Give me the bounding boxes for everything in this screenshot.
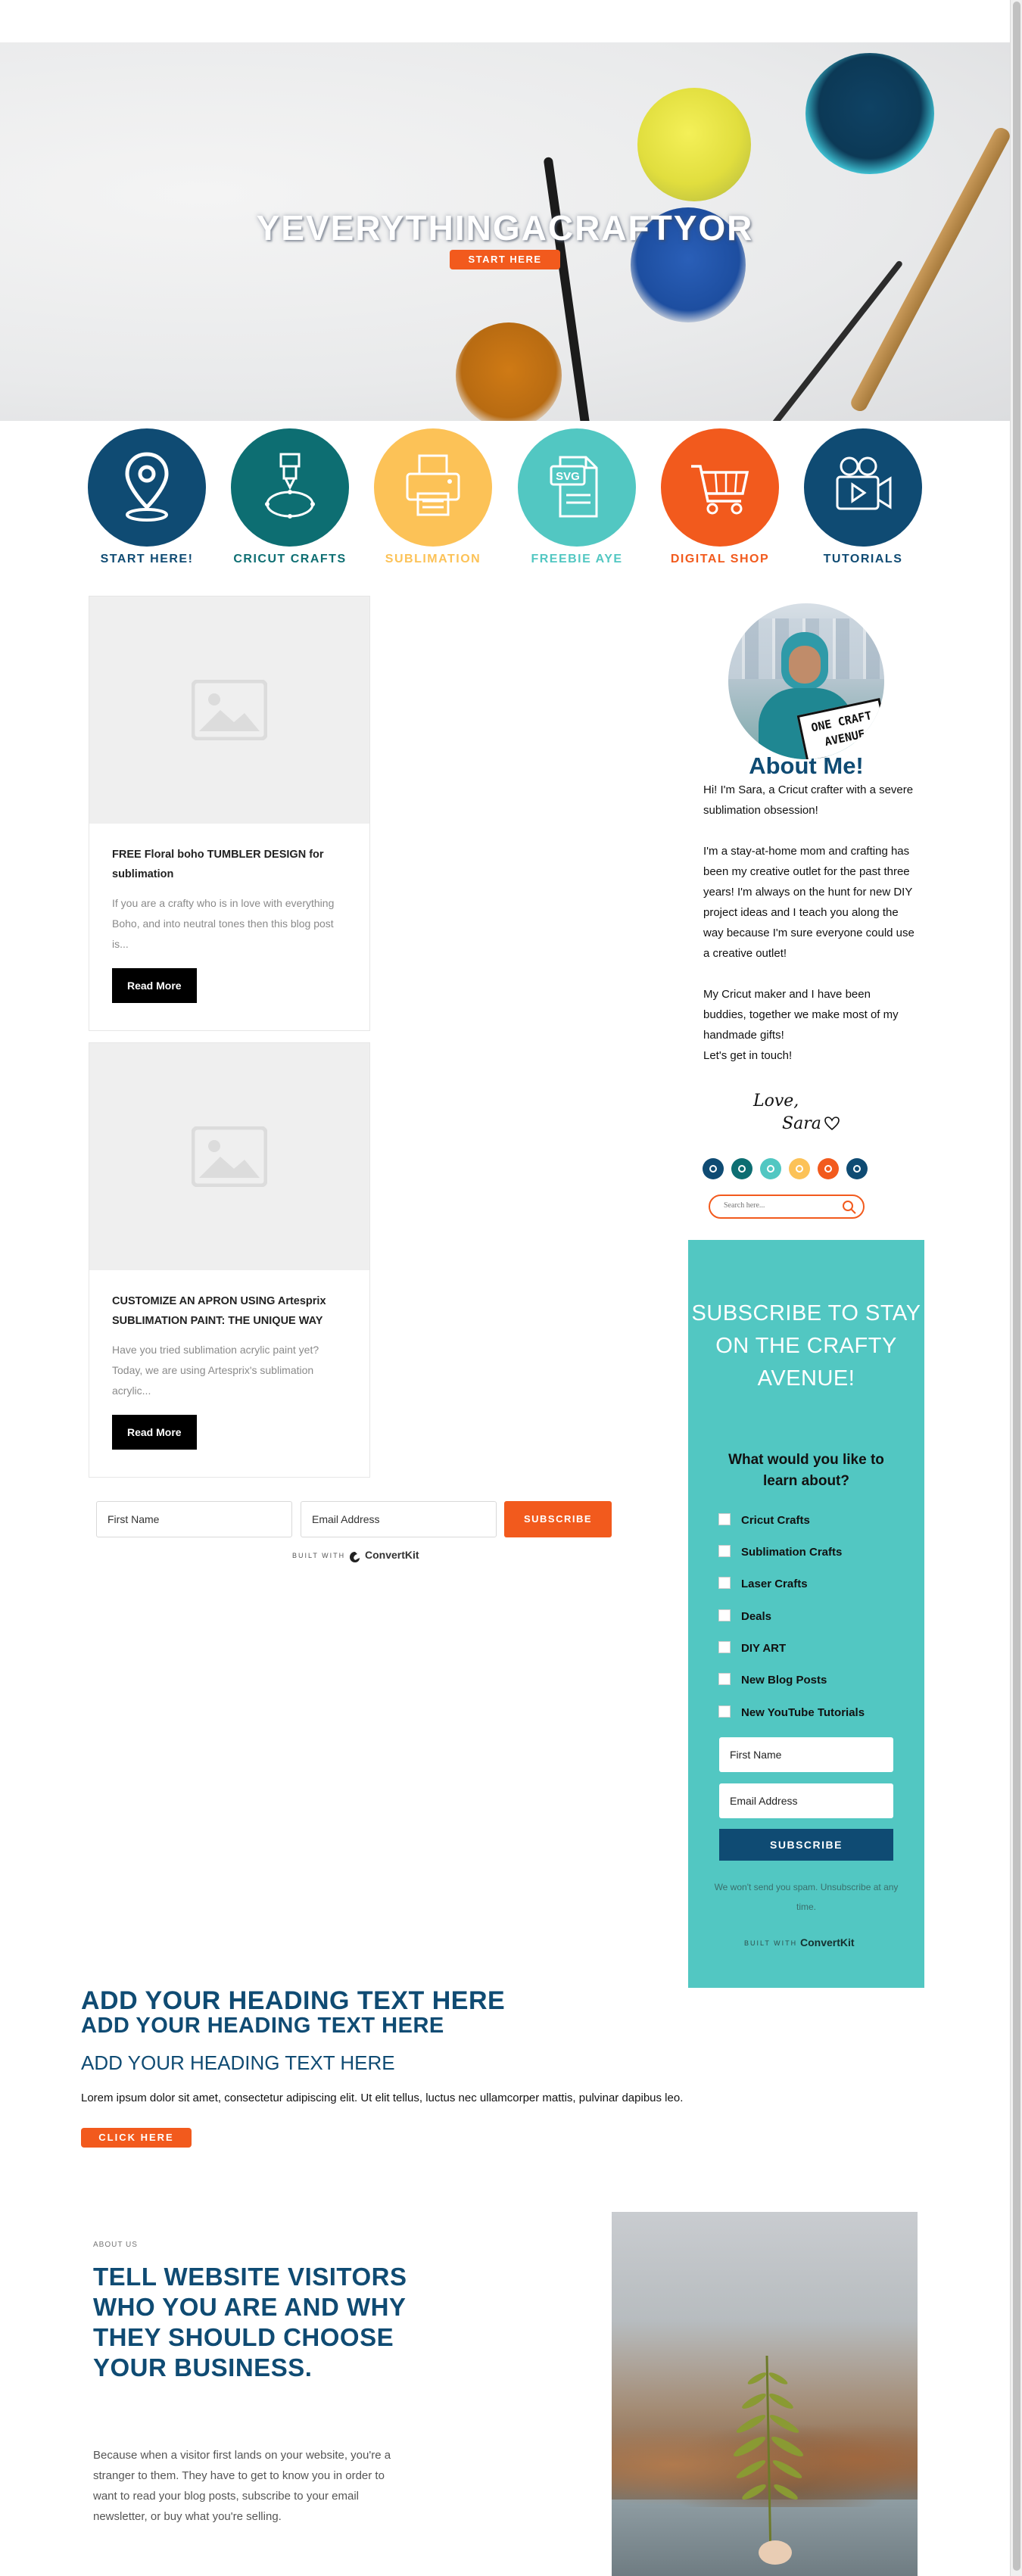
post-excerpt: Have you tried sublimation acrylic paint yet? Today, we are using Artesprix's sublimation acrylic... bbox=[112, 1344, 319, 1397]
about-closing: Let's get in touch! bbox=[703, 1049, 793, 1062]
about-us-title: TELL WEBSITE VISITORS WHO YOU ARE AND WHY THEY SHOULD CHOOSE YOUR BUSINESS. bbox=[93, 2263, 407, 2381]
category-circle[interactable] bbox=[88, 428, 206, 547]
avatar bbox=[728, 603, 884, 759]
top-bar bbox=[0, 0, 1010, 42]
post-thumbnail[interactable] bbox=[89, 596, 369, 824]
checkbox-option[interactable] bbox=[718, 1545, 842, 1559]
category-label[interactable]: CRICUT CRAFTS bbox=[233, 553, 347, 565]
signature-line: Love, bbox=[753, 1092, 799, 1110]
checkbox[interactable] bbox=[718, 1513, 731, 1525]
checkbox-label[interactable]: New YouTube Tutorials bbox=[741, 1706, 865, 1719]
fern-photo bbox=[612, 2212, 918, 2576]
about-paragraph: Hi! I'm Sara, a Cricut crafter with a severe sublimation obsession! bbox=[703, 783, 914, 817]
email-field[interactable]: Email Address bbox=[719, 1783, 893, 1818]
youtube-icon[interactable] bbox=[703, 1158, 724, 1179]
category-freebie-aye[interactable] bbox=[516, 428, 637, 566]
amazon-icon[interactable] bbox=[846, 1158, 868, 1179]
about-me-title: About Me! bbox=[749, 752, 864, 779]
convertkit-logo-icon bbox=[348, 1550, 362, 1564]
checkbox-label[interactable]: DIY ART bbox=[741, 1642, 787, 1655]
read-more-button[interactable]: Read More bbox=[112, 1415, 197, 1450]
checkbox-label[interactable]: Cricut Crafts bbox=[741, 1514, 810, 1527]
tiktok-icon[interactable] bbox=[789, 1158, 810, 1179]
checkbox[interactable] bbox=[718, 1641, 731, 1653]
email-field[interactable]: Email Address bbox=[301, 1501, 497, 1537]
subscribe-button[interactable]: SUBSCRIBE bbox=[719, 1829, 893, 1861]
category-label[interactable]: START HERE! bbox=[100, 553, 194, 565]
signature bbox=[753, 1090, 821, 1135]
yellow-paint-pot bbox=[637, 88, 751, 201]
checkbox-label[interactable]: Sublimation Crafts bbox=[741, 1546, 843, 1559]
convertkit-brand[interactable]: ConvertKit bbox=[800, 1936, 855, 1948]
convertkit-brand[interactable]: ConvertKit bbox=[365, 1549, 419, 1561]
heading-small: ADD YOUR HEADING TEXT HERE bbox=[81, 2051, 395, 2074]
checkbox-option[interactable] bbox=[718, 1577, 808, 1590]
category-circle[interactable] bbox=[804, 428, 922, 547]
checkbox[interactable] bbox=[718, 1609, 731, 1621]
subscribe-question: What would you like to learn about? bbox=[728, 1452, 884, 1489]
svg-text:SVG: SVG bbox=[556, 470, 580, 483]
about-us-text: Because when a visitor first lands on your website, you're a stranger to them. They have to get to know you in order to want to read your blog posts, subscribe to your email newsletter, or buy what you're selling. bbox=[93, 2449, 391, 2523]
built-with-label: BUILT WITH bbox=[292, 1552, 346, 1559]
facebook-icon[interactable] bbox=[818, 1158, 839, 1179]
body-text: Lorem ipsum dolor sit amet, consectetur adipiscing elit. Ut elit tellus, luctus nec ullamcorper mattis, pulvinar dapibus leo. bbox=[81, 2092, 684, 2104]
category-cricut-crafts[interactable] bbox=[229, 428, 351, 566]
post-excerpt: If you are a crafty who is in love with everything Boho, and into neutral tones then this blog post is... bbox=[112, 897, 335, 950]
subscribe-button[interactable]: SUBSCRIBE bbox=[504, 1501, 612, 1537]
shopping-cart-icon bbox=[690, 450, 750, 525]
video-camera-icon bbox=[833, 450, 893, 525]
built-with-label: BUILT WITH bbox=[744, 1939, 798, 1947]
post-title[interactable]: FREE Floral boho TUMBLER DESIGN for sublimation bbox=[112, 849, 324, 880]
checkbox-option[interactable] bbox=[718, 1705, 865, 1719]
first-name-field[interactable]: First Name bbox=[96, 1501, 292, 1537]
checkbox[interactable] bbox=[718, 1705, 731, 1718]
heart-icon bbox=[824, 1116, 840, 1131]
svg-file-icon bbox=[547, 450, 607, 525]
heading-large: ADD YOUR HEADING TEXT HERE bbox=[81, 1986, 506, 2015]
map-pin-icon bbox=[117, 450, 177, 525]
post-card[interactable] bbox=[89, 1042, 370, 1478]
signature-line: Sara bbox=[782, 1114, 821, 1133]
pinterest-icon[interactable] bbox=[731, 1158, 752, 1179]
checkbox[interactable] bbox=[718, 1577, 731, 1589]
hero-title: YEVERYTHINGACRAFTYOR bbox=[256, 208, 754, 248]
checkbox-label[interactable]: Laser Crafts bbox=[741, 1578, 808, 1590]
subscribe-title: SUBSCRIBE TO STAY ON THE CRAFTY AVENUE! bbox=[691, 1301, 921, 1391]
category-circle[interactable] bbox=[518, 428, 636, 547]
avatar-sign: ONE CRAFT AVENUE bbox=[797, 698, 884, 759]
section-eyebrow: ABOUT US bbox=[93, 2241, 138, 2249]
category-label[interactable]: FREEBIE AYE bbox=[531, 553, 623, 565]
checkbox[interactable] bbox=[718, 1545, 731, 1557]
spam-note: We won't send you spam. Unsubscribe at any time. bbox=[714, 1882, 899, 1912]
navy-paint-pot bbox=[805, 53, 934, 174]
about-paragraph: I'm a stay-at-home mom and crafting has been my creative outlet for the past three years! I'm always on the hunt for new DIY project ideas and I teach you along the way because I'm sure everyone could use a creative outlet! bbox=[703, 845, 915, 960]
cricut-machine-icon bbox=[260, 450, 320, 525]
scrollbar[interactable] bbox=[1010, 0, 1022, 2576]
category-label[interactable]: SUBLIMATION bbox=[385, 553, 481, 565]
category-digital-shop[interactable] bbox=[659, 428, 781, 566]
read-more-button[interactable]: Read More bbox=[112, 968, 197, 1003]
image-placeholder-icon bbox=[192, 1126, 267, 1187]
checkbox-label[interactable]: Deals bbox=[741, 1610, 772, 1623]
category-circle[interactable] bbox=[661, 428, 779, 547]
start-here-button[interactable]: START HERE bbox=[450, 250, 560, 269]
orange-paint-pot bbox=[456, 322, 562, 421]
post-title[interactable]: CUSTOMIZE AN APRON USING Artesprix SUBLIMATION PAINT: THE UNIQUE WAY bbox=[112, 1295, 326, 1327]
search-icon[interactable] bbox=[842, 1200, 857, 1215]
about-paragraph: My Cricut maker and I have been buddies, together we make most of my handmade gifts! bbox=[703, 988, 899, 1042]
checkbox-option[interactable] bbox=[718, 1641, 786, 1655]
post-thumbnail[interactable] bbox=[89, 1043, 369, 1270]
checkbox-option[interactable] bbox=[718, 1609, 771, 1623]
category-circle[interactable] bbox=[374, 428, 492, 547]
category-label[interactable]: DIGITAL SHOP bbox=[670, 553, 770, 565]
about-me-text bbox=[703, 780, 915, 1066]
checkbox-label[interactable]: New Blog Posts bbox=[741, 1674, 827, 1687]
category-circle[interactable] bbox=[231, 428, 349, 547]
category-tutorials[interactable] bbox=[802, 428, 924, 566]
post-card[interactable] bbox=[89, 596, 370, 1031]
search-input[interactable] bbox=[724, 1201, 837, 1210]
printer-icon bbox=[403, 450, 463, 525]
category-sublimation[interactable] bbox=[372, 428, 494, 566]
click-here-button[interactable]: CLICK HERE bbox=[81, 2128, 192, 2148]
checkbox-option[interactable] bbox=[718, 1673, 827, 1687]
category-start-here[interactable] bbox=[86, 428, 207, 566]
checkbox[interactable] bbox=[718, 1673, 731, 1685]
search-box[interactable] bbox=[709, 1195, 865, 1219]
category-label[interactable]: TUTORIALS bbox=[823, 553, 903, 565]
first-name-field[interactable]: First Name bbox=[719, 1737, 893, 1772]
heading-medium: ADD YOUR HEADING TEXT HERE bbox=[81, 2014, 444, 2038]
subscribe-widget bbox=[688, 1240, 924, 1988]
image-placeholder-icon bbox=[192, 680, 267, 740]
hero-banner bbox=[0, 42, 1010, 421]
fern-leaf-icon bbox=[725, 2348, 809, 2575]
scrollbar-thumb[interactable] bbox=[1013, 2, 1020, 2571]
avatar-face bbox=[789, 646, 821, 684]
checkbox-option[interactable] bbox=[718, 1513, 810, 1527]
instagram-icon[interactable] bbox=[760, 1158, 781, 1179]
